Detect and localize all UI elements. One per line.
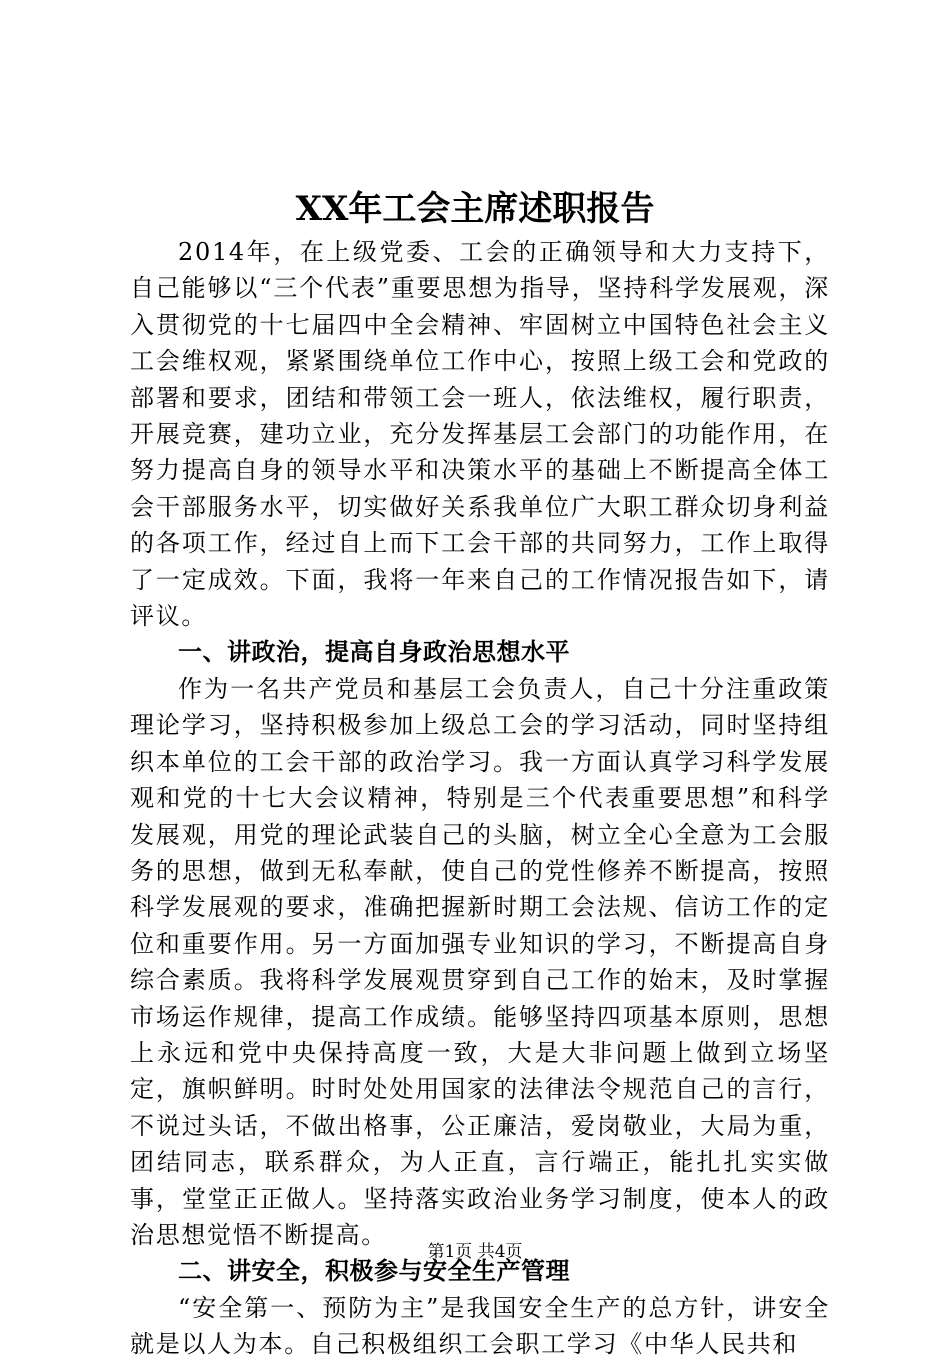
paragraph-section-1: 作为一名共产党员和基层工会负责人，自己十分注重政策理论学习，坚持积极参加上级总工会的学习活动，同时坚持组织本单位的工会干部的政治学习。我一方面认真学习科学发展观和党的十七大会议精神，特别是三个代表重要思想”和科学发展观，用党的理论武装自己的头脑，树立全心全意为工会服务的思想，做到无私奉献，使自己的党性修养不断提高，按照科学发展观的要求，准确把握新时期工会法规、信访工作的定位和重要作用。另一方面加强专业知识的学习，不断提高自身综合素质。我将科学发展观贯穿到自己工作的始末，及时掌握市场运作规律，提高工作成绩。能够坚持四项基本原则，思想上永远和党中央保持高度一致，大是大非问题上做到立场坚定，旗帜鲜明。时时处处用国家的法律法令规范自己的言行，不说过头话，不做出格事，公正廉洁，爱岗敬业，大局为重，团结同志，联系群众，为人正直，言行端正，能扎扎实实做事，堂堂正正做人。坚持落实政治业务学习制度，使本人的政治思想觉悟不断提高。 <box>130 674 830 1249</box>
document-title: XX年工会主席述职报告 <box>295 189 655 229</box>
page-footer: 第1页 共4页 <box>427 1242 523 1262</box>
section-heading-2: 二、讲安全，积极参与安全生产管理 <box>178 1257 570 1286</box>
paragraph-section-2: “安全第一、预防为主”是我国安全生产的总方针，讲安全就是以人为本。自己积极组织工会职工学习《中华人民共和 <box>130 1293 830 1359</box>
paragraph-intro: 2014年，在上级党委、工会的正确领导和大力支持下，自己能够以“三个代表”重要思想为指导，坚持科学发展观，深入贯彻党的十七届四中全会精神、牢固树立中国特色社会主义工会维权观，紧紧围绕单位工作中心，按照上级工会和党政的部署和要求，团结和带领工会一班人，依法维权，履行职责，开展竞赛，建功立业，充分发挥基层工会部门的功能作用，在努力提高自身的领导水平和决策水平的基础上不断提高全体工会干部服务水平，切实做好关系我单位广大职工群众切身利益的各项工作，经过自上而下工会干部的共同努力，工作上取得了一定成效。下面，我将一年来自己的工作情况报告如下，请评议。 <box>130 238 830 631</box>
document-body <box>130 234 830 1363</box>
section-heading-1: 一、讲政治，提高自身政治思想水平 <box>178 638 570 667</box>
